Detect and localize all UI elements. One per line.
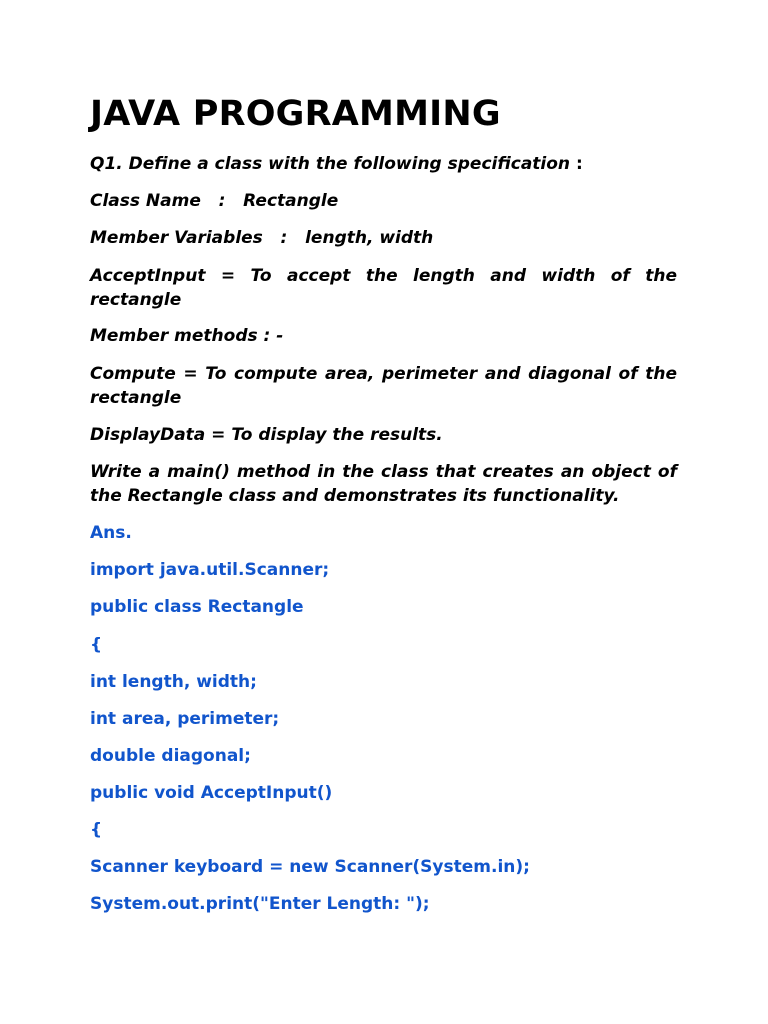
code-line: double diagonal; xyxy=(90,746,251,766)
spec-member-methods: Member methods : - xyxy=(90,326,284,346)
spec-compute: Compute = To compute area, perimeter and diagonal of the rectangle xyxy=(90,364,677,408)
code-line: Scanner keyboard = new Scanner(System.in); xyxy=(90,857,530,877)
spec-member-variables: Member Variables : length, width xyxy=(90,228,434,248)
question-prompt-text: Q1. Define a class with the following specification xyxy=(90,154,571,174)
code-line: { xyxy=(90,635,103,655)
spec-accept-input: AcceptInput = To accept the length and width of the rectangle xyxy=(90,266,677,310)
code-line: public void AcceptInput() xyxy=(90,783,333,803)
code-line: public class Rectangle xyxy=(90,597,304,617)
spec-main-method: Write a main() method in the class that creates an object of the Rectangle class and demonstrates its functionality. xyxy=(90,462,677,506)
spec-display-data: DisplayData = To display the results. xyxy=(90,425,443,445)
document-title: JAVA PROGRAMMING xyxy=(90,94,501,134)
spec-class-name: Class Name : Rectangle xyxy=(90,191,339,211)
code-line: { xyxy=(90,820,103,840)
code-line: import java.util.Scanner; xyxy=(90,560,330,580)
question-prompt xyxy=(90,152,677,176)
answer-label: Ans. xyxy=(90,523,132,543)
question-prompt-suffix: : xyxy=(570,154,583,174)
code-line: int area, perimeter; xyxy=(90,709,280,729)
code-line: System.out.print("Enter Length: "); xyxy=(90,894,430,914)
code-line: int length, width; xyxy=(90,672,257,692)
